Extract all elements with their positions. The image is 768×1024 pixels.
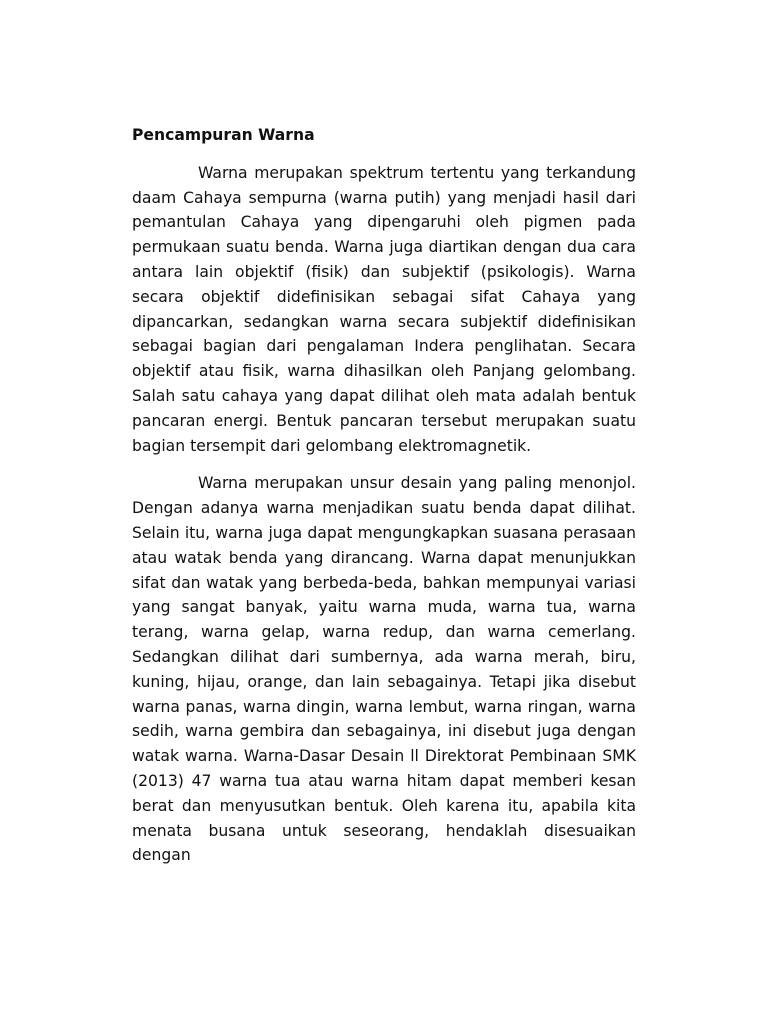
document-body (132, 123, 636, 881)
paragraph-2: Warna merupakan unsur desain yang paling menonjol. Dengan adanya warna menjadikan suatu benda dapat dilihat. Selain itu, warna juga dapat mengungkapkan suasana perasaan atau watak benda yang dirancang. Warna dapat menunjukkan sifat dan watak yang berbeda-beda, bahkan mempunyai variasi yang sangat banyak, yaitu warna muda, warna tua, warna terang, warna gelap, warna redup, dan warna cemerlang. Sedangkan dilihat dari sumbernya, ada warna merah, biru, kuning, hijau, orange, dan lain sebagainya. Tetapi jika disebut warna panas, warna dingin, warna lembut, warna ringan, warna sedih, warna gembira dan sebagainya, ini disebut juga dengan watak warna. Warna-Dasar Desain ll Direktorat Pembinaan SMK (2013) 47 warna tua atau warna hitam dapat memberi kesan berat dan menyusutkan bentuk. Oleh karena itu, apabila kita menata busana untuk seseorang, hendaklah disesuaikan dengan (132, 474, 636, 865)
document-heading: Pencampuran Warna (132, 126, 315, 144)
paragraph-1: Warna merupakan spektrum tertentu yang terkandung daam Cahaya sempurna (warna putih) yang menjadi hasil dari pemantulan Cahaya yang dipengaruhi oleh pigmen pada permukaan suatu benda. Warna juga diartikan dengan dua cara antara lain objektif (fisik) dan subjektif (psikologis). Warna secara objektif didefinisikan sebagai sifat Cahaya yang dipancarkan, sedangkan warna secara subjektif didefinisikan sebagai bagian dari pengalaman Indera penglihatan. Secara objektif atau fisik, warna dihasilkan oleh Panjang gelombang. Salah satu cahaya yang dapat dilihat oleh mata adalah bentuk pancaran energi. Bentuk pancaran tersebut merupakan suatu bagian tersempit dari gelombang elektromagnetik. (132, 163, 636, 455)
